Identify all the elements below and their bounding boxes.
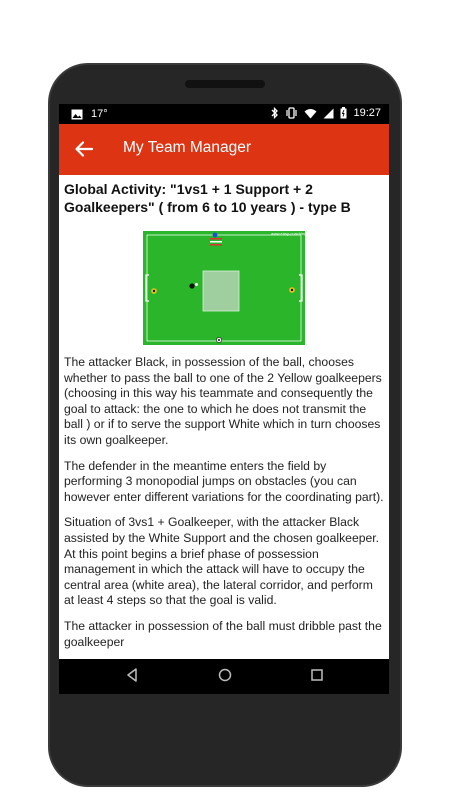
status-bar — [59, 104, 389, 124]
battery-icon — [340, 107, 347, 119]
app-title: My Team Manager — [123, 139, 252, 156]
pitch-diagram — [143, 231, 316, 345]
activity-content[interactable] — [59, 175, 389, 659]
left-goalkeeper-icon — [151, 288, 157, 294]
defender-icon — [213, 233, 218, 238]
nav-recents-icon[interactable] — [310, 667, 324, 683]
clock-text: 19:27 — [353, 107, 381, 119]
back-arrow-icon[interactable] — [73, 138, 95, 160]
navigation-bar — [59, 659, 389, 694]
diagram-watermark: www.easy-coaching.com — [271, 231, 316, 236]
activity-heading: Global Activity: "1vs1 + 1 Support + 2 Goalkeepers" ( from 6 to 10 years ) - type B — [64, 181, 351, 215]
image-icon — [71, 109, 83, 120]
paragraph-3: Situation of 3vs1 + Goalkeeper, with the attacker Black assisted by the White Support and the chosen goalkeeper. At this point begins a brief phase of possession management in which the attack will have to occupy the central area (white area), the lateral corridor, and perform at least 4 steps so that the goal is valid. — [64, 515, 380, 608]
temperature-text: 17° — [91, 108, 108, 120]
wifi-icon — [304, 108, 317, 119]
nav-home-icon[interactable] — [217, 667, 233, 683]
paragraph-4: The attacker in possession of the ball must dribble past the goalkeeper — [64, 618, 382, 649]
bluetooth-icon — [271, 107, 279, 119]
paragraph-1: The attacker Black, in possession of the ball, chooses whether to pass the ball to one of the 2 Yellow goalkeepers (choosing in this way his teammate and consequently the goal to attack: the one to which he does not transmit the ball ) or if to serve the support White which in turn chooses its own goalkeeper. — [64, 355, 382, 447]
activity-diagram — [143, 231, 316, 345]
signal-icon — [323, 108, 334, 119]
central-area — [203, 271, 239, 311]
obstacles-icon — [210, 238, 222, 246]
paragraph-2: The defender in the meantime enters the field by performing 3 monopodial jumps on obstacles (you can however enter different variations for the coordinating part). — [64, 458, 384, 504]
support-player-icon — [216, 337, 221, 342]
vibrate-icon — [285, 107, 298, 119]
right-goalkeeper-icon — [289, 287, 295, 293]
nav-back-icon[interactable] — [125, 667, 139, 683]
app-bar — [59, 124, 389, 175]
screen — [59, 104, 389, 694]
phone-speaker — [185, 80, 265, 88]
